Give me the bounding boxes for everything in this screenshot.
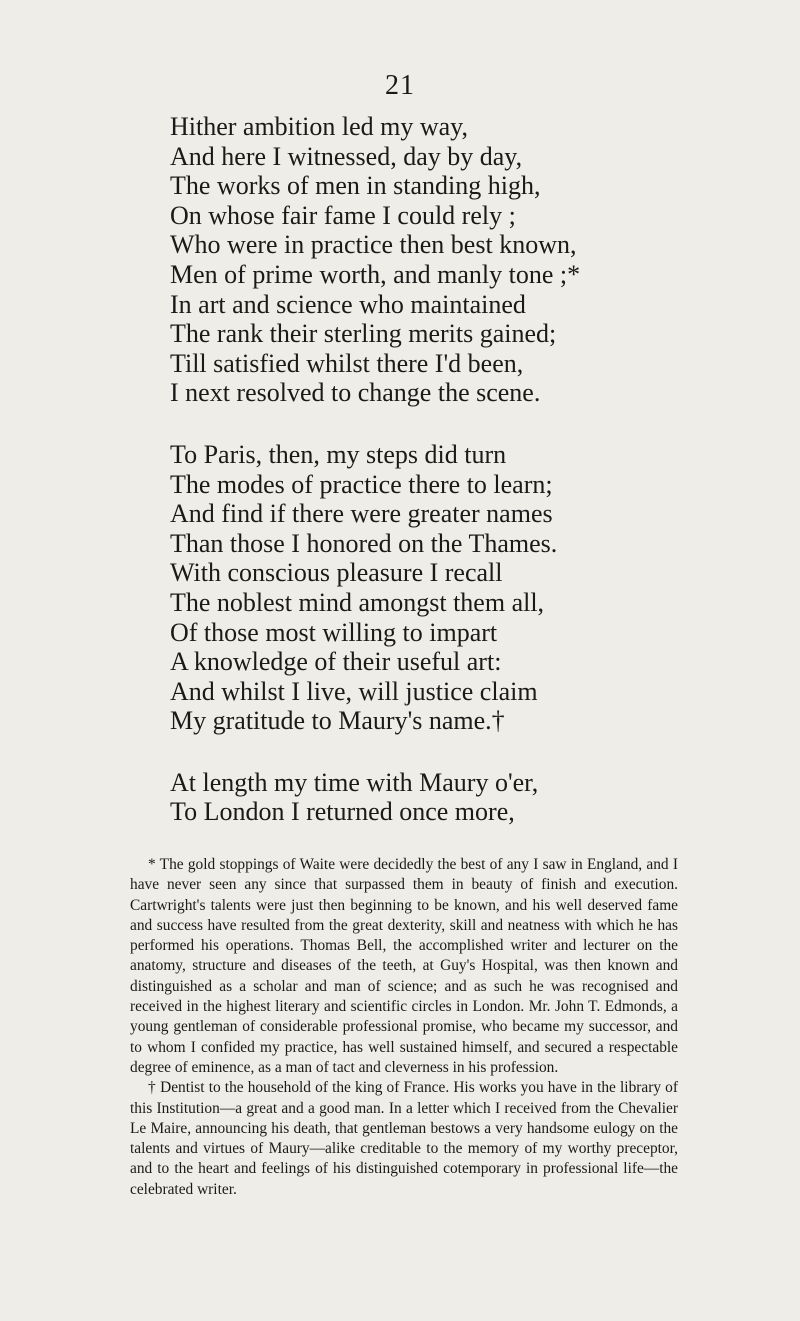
poem-line: The rank their sterling merits gained;	[170, 319, 557, 349]
poem-line: To London I returned once more,	[170, 797, 515, 827]
poem-line: In art and science who maintained	[170, 289, 526, 319]
poem-line: A knowledge of their useful art:	[170, 647, 502, 677]
poem-line: My gratitude to Maury's name.†	[170, 706, 505, 736]
poem-stanza	[170, 768, 650, 827]
poem-line: The noblest mind amongst them all,	[170, 587, 545, 617]
poem-line: Till satisfied whilst there I'd been,	[170, 348, 524, 378]
poem	[170, 112, 650, 827]
poem-line: Hither ambition led my way,	[170, 112, 468, 141]
poem-stanza	[170, 112, 650, 408]
poem-line: On whose fair fame I could rely ;	[170, 200, 516, 230]
poem-stanza	[170, 440, 650, 736]
poem-line: The modes of practice there to learn;	[170, 469, 553, 499]
poem-line: Than those I honored on the Thames.	[170, 528, 558, 558]
poem-line: I next resolved to change the scene.	[170, 378, 541, 408]
poem-line: At length my time with Maury o'er,	[170, 767, 539, 797]
poem-line: Who were in practice then best known,	[170, 230, 577, 260]
poem-line: To Paris, then, my steps did turn	[170, 439, 507, 469]
page-number: 21	[385, 70, 415, 101]
poem-line: With conscious pleasure I recall	[170, 558, 503, 588]
footnote-asterisk: * The gold stoppings of Waite were decidedly the best of any I saw in England, and I have never seen any since that surpassed them in beauty of finish and execution. Cartwright's talents were just then beginning to be known, and his well deserved fame and success have resulted from the great dexterity, skill and neatness with which he has performed his operations. Thomas Bell, the accomplished writer and lecturer on the anatomy, structure and diseases of the teeth, at Guy's Hospital, was then known and distinguished as a scholar and man of science; and as such he was recognised and received in the highest literary and scientific circles in London. Mr. John T. Edmonds, a young gentleman of considerable professional promise, who became my successor, and to whom I confided my practice, has well sustained himself, and secured a respectable degree of eminence, as a man of tact and cleverness in his profession.	[130, 856, 678, 1076]
poem-line: Men of prime worth, and manly tone ;*	[170, 259, 581, 289]
poem-line: Of those most willing to impart	[170, 617, 498, 647]
poem-line: And find if there were greater names	[170, 499, 553, 529]
poem-line: The works of men in standing high,	[170, 171, 541, 201]
poem-line: And whilst I live, will justice claim	[170, 676, 538, 706]
footnotes	[130, 855, 678, 1200]
footnote-dagger: † Dentist to the household of the king of France. His works you have in the library of this Institution—a great and a good man. In a letter which I received from the Chevalier Le Maire, announcing his death, that gentleman bestows a very handsome eulogy on the talents and virtues of Maury—alike creditable to the memory of my worthy preceptor, and to the heart and feelings of his distinguished cotemporary in professional life—the celebrated writer.	[130, 1079, 678, 1198]
poem-line: And here I witnessed, day by day,	[170, 141, 523, 171]
